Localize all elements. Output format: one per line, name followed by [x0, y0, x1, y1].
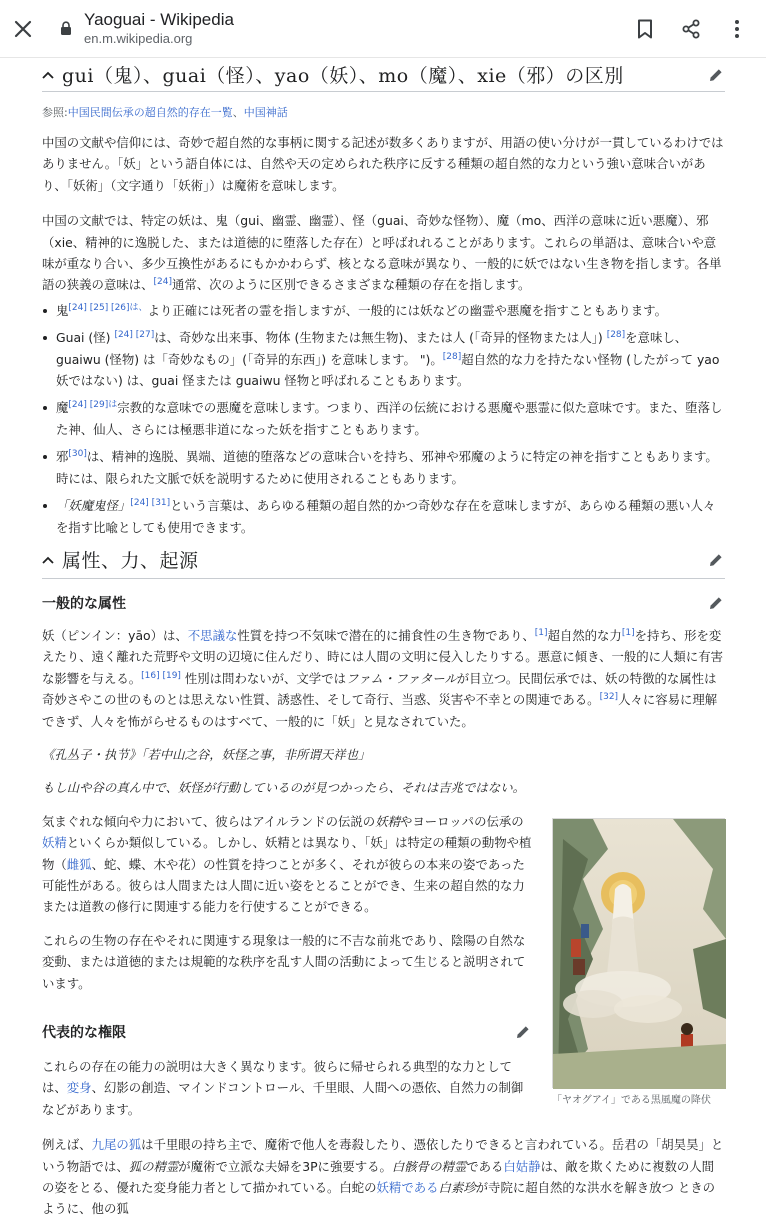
subsection-title: 一般的な属性	[42, 595, 126, 612]
paragraph	[42, 811, 532, 918]
list-item	[42, 446, 725, 489]
citation[interactable]: [30]	[68, 449, 87, 460]
text: 、蛇、蝶、木や花）の性質を持つことが多く、それが彼らの本来の姿であった可能性がある。彼らは人間または人間に近い姿をとることができ、生来の超自然的な力または道教の修行に関連する能力を行使することができる。	[42, 856, 525, 915]
chevron-up-icon[interactable]	[42, 68, 56, 82]
text: が目立つ。民間伝承では、妖の特徴的な属性は奇妙さやこの世のものとは思えない性質、誘惑性、そして奇行、当惑、災害や不幸との関連である。	[42, 670, 717, 708]
term: 「妖魔鬼怪」	[56, 498, 131, 514]
text: 妖（ピンイン：yāo）は、	[42, 627, 188, 643]
list-item	[42, 495, 725, 538]
paragraph	[42, 1056, 532, 1120]
text: は、精神的逸脱、異端、道徳的堕落などの意味合いを持ち、邪神や邪魔のように特定の神を指すこともあります。時には、限られた文脈で妖を説明するために使用されることもあります。	[56, 449, 718, 486]
text: が寺院に超自然的な洪水を解き放つ ときのように、他の狐	[42, 1180, 716, 1217]
paragraph	[42, 625, 725, 732]
paragraph	[42, 1134, 725, 1220]
page-title: Yaoguai - Wikipedia	[84, 10, 234, 29]
bookmark-button[interactable]	[622, 6, 668, 52]
page-url: en.m.wikipedia.org	[84, 31, 193, 46]
paragraph	[42, 210, 725, 296]
link[interactable]: 妖精	[42, 835, 67, 851]
edit-pencil-icon[interactable]	[707, 551, 725, 569]
text: である	[466, 1158, 504, 1174]
text: やヨーロッパの伝承の	[399, 813, 524, 829]
link[interactable]: 妖精である	[376, 1180, 439, 1196]
link[interactable]: 九尾の狐	[91, 1137, 142, 1153]
text: 狐の精霊	[128, 1158, 179, 1174]
citation[interactable]: [24] [27]	[114, 330, 155, 341]
text: 性質を持つ不気味で潜在的に捕食性の生き物であり、	[237, 627, 535, 643]
citation[interactable]: [1]	[621, 627, 635, 638]
painting-image[interactable]	[552, 818, 725, 1088]
text: 白骸骨の精霊	[391, 1158, 467, 1174]
paragraph: これらの生物の存在やそれに関連する現象は一般的に不吉な前兆であり、陰陽の自然な変動、または道徳的または規範的な秩序を乱す人間の活動によって生じると説明されています。	[42, 932, 526, 991]
term-list	[42, 300, 725, 538]
citation[interactable]: [24] [25] [26]は、	[68, 302, 148, 313]
text: 中国の文献では、特定の妖は、鬼（gui、幽霊、幽霊）、怪（guai、奇妙な怪物）、魔（mo、西洋の意味に近い悪魔）、邪（xie、精神的に逸脱した、または道徳的に堕落した存在）と呼ばれれることがあります。これらの単語は、意味合いや意味が重なり合い、多少互換性があるにもかかわらず、核となる意味が異なり、一般的に妖ではない生き物を指します。各単語の狭義の意味は、	[42, 213, 722, 293]
citation[interactable]: [16] [19]	[141, 670, 181, 681]
text: は千里眼の持ち主で、魔術で他人を毒殺したり、憑依したりできると言われている。岳君の「胡昊昊」という物語では、	[42, 1137, 724, 1174]
list-item	[42, 300, 725, 321]
section-title: 属性、力、起源	[62, 550, 199, 573]
text: 妖精	[375, 813, 400, 829]
text: が魔術で立派な夫婦を3Pに強要する。	[178, 1158, 392, 1174]
edit-pencil-icon[interactable]	[707, 66, 725, 84]
text: これらの存在の能力の説明は大きく異なります。彼らに帰せられる典型的な力としては、	[42, 1059, 512, 1096]
text: という言葉は、あらゆる種類の超自然的かつ奇妙な存在を意味しますが、あらゆる種類の悪い人々を指す比喩としても使用できます。	[56, 498, 716, 535]
citation[interactable]: [1]	[534, 627, 548, 638]
citation[interactable]: [24]	[153, 277, 172, 288]
bookmark-icon	[637, 19, 653, 39]
quote-japanese: もし山や谷の真ん中で、妖怪が行動しているのが見つかったら、それは吉兆ではない。	[42, 780, 525, 796]
text: 性別は問わないが、文学では	[180, 670, 346, 686]
text: より正確には死者の霊を指しますが、一般的には妖などの幽霊や悪魔を指すこともあります。	[147, 302, 667, 318]
list-item	[42, 397, 725, 440]
section-heading-attributes[interactable]	[42, 542, 725, 578]
term: Guai (怪)	[56, 330, 115, 346]
term: 魔	[56, 400, 69, 416]
hatnote-link-list[interactable]: 中国民間伝承の超自然的存在一覧	[67, 106, 233, 119]
subsection-heading-general	[42, 593, 725, 613]
text: を持ち、形を変えたり、遠く離れた荒野や文明の辺境に住んだり、時には人間の文明に侵入したりする。悪意に傾き、一般的に人類に有害な影響を与える。	[42, 627, 723, 686]
text: 気まぐれな傾向や力において、彼らはアイルランドの伝説の	[42, 813, 376, 829]
text: 通常、次のように区別できるさまざまな種類の存在を指します。	[172, 277, 531, 293]
edit-pencil-icon[interactable]	[707, 594, 725, 612]
subsection-heading-powers	[42, 1022, 532, 1042]
text: 人々に容易に理解できず、人々を怖がらせるものはすべて、一般的に「妖」と見なされていた。	[42, 692, 718, 729]
text: は、奇妙な出来事、物体 (生物または無生物)、または人 (「奇异的怪物または人」)	[154, 330, 607, 346]
hatnote-link-mythology[interactable]: 中国神話	[243, 106, 288, 119]
text: 、幻影の創造、マインドコントロール、千里眼、人間への憑依、自然力の制御などがあります。	[42, 1080, 524, 1117]
share-icon	[681, 19, 701, 39]
text: 超自然的な力	[547, 627, 622, 643]
section-title: gui（鬼）、guai（怪）、yao（妖）、mo（魔）、xie（邪）の区別	[62, 65, 624, 87]
figure-caption: 「ヤオグアイ」である黒風魔の降伏	[552, 1095, 711, 1106]
citation[interactable]: [24] [31]	[130, 498, 171, 509]
section-heading-distinction[interactable]	[42, 58, 725, 92]
chevron-up-icon[interactable]	[42, 553, 56, 567]
citation[interactable]: [28]	[442, 351, 462, 362]
figure[interactable]	[552, 818, 725, 1106]
citation[interactable]: [32]	[599, 692, 619, 703]
link[interactable]: 不思議な	[187, 627, 238, 643]
text: ファム・ファタール	[345, 670, 457, 686]
close-icon	[14, 20, 32, 38]
quote-chinese: 《孔丛子・执节》「若中山之谷，妖怪之事，非所谓天祥也」	[42, 746, 371, 762]
term: 邪	[56, 449, 69, 465]
lock-icon	[60, 21, 74, 37]
citation[interactable]: [24] [29]は	[68, 400, 118, 411]
text: 例えば、	[42, 1137, 92, 1153]
link[interactable]: 雌狐	[66, 856, 92, 872]
page-title-block[interactable]	[84, 10, 234, 47]
subsection-title: 代表的な権限	[42, 1025, 126, 1041]
list-item	[42, 327, 725, 391]
text: を意味し、guaiwu (怪物) は「奇妙なもの」(「奇异的东西」) を意味します。 ")。	[56, 330, 688, 367]
text: といくらか類似している。しかし、妖精とは異なり、「妖」は特定の種類の動物や植物（	[42, 835, 532, 872]
hatnote-separator: 、	[232, 106, 244, 119]
more-vert-icon	[734, 19, 740, 39]
text: は、敵を欺くために複数の人間の姿をとる、優れた変身能力者として描かれている。白蛇の	[42, 1158, 715, 1196]
citation[interactable]: [28]	[606, 330, 626, 341]
link[interactable]: 白姑静	[503, 1158, 541, 1174]
share-button[interactable]	[668, 6, 714, 52]
text: 宗教的な意味での悪魔を意味します。つまり、西洋の伝統における悪魔や悪霊に似た意味です。また、堕落した神、仙人、さらには極悪非道になった妖を指すこともあります。	[56, 400, 723, 437]
paragraph: 中国の文献や信仰には、奇妙で超自然的な事柄に関する記述が数多くありますが、用語の使い分けが一貫しているわけではありません。「妖」という語自体には、自然や天の定められた秩序に反する種類の超自然的な力という強い意味合いがあり、「妖術」（文字通り「妖術」）は魔術を意味します。	[42, 135, 724, 193]
link[interactable]: 変身	[66, 1080, 92, 1096]
article-content	[42, 58, 725, 1220]
term: 鬼	[56, 302, 69, 318]
text: 超自然的な力を持たない怪物 (したがって yao 妖ではない) は、guai 怪または guaiwu 怪物と呼ばれることもあります。	[56, 351, 720, 389]
hatnote-prefix: 参照:	[42, 106, 68, 119]
edit-pencil-icon[interactable]	[514, 1023, 532, 1041]
hatnote	[42, 104, 725, 122]
more-options-button[interactable]	[714, 6, 760, 52]
close-button[interactable]	[0, 6, 46, 52]
text: 白素珍	[438, 1180, 476, 1196]
browser-toolbar	[0, 0, 766, 58]
